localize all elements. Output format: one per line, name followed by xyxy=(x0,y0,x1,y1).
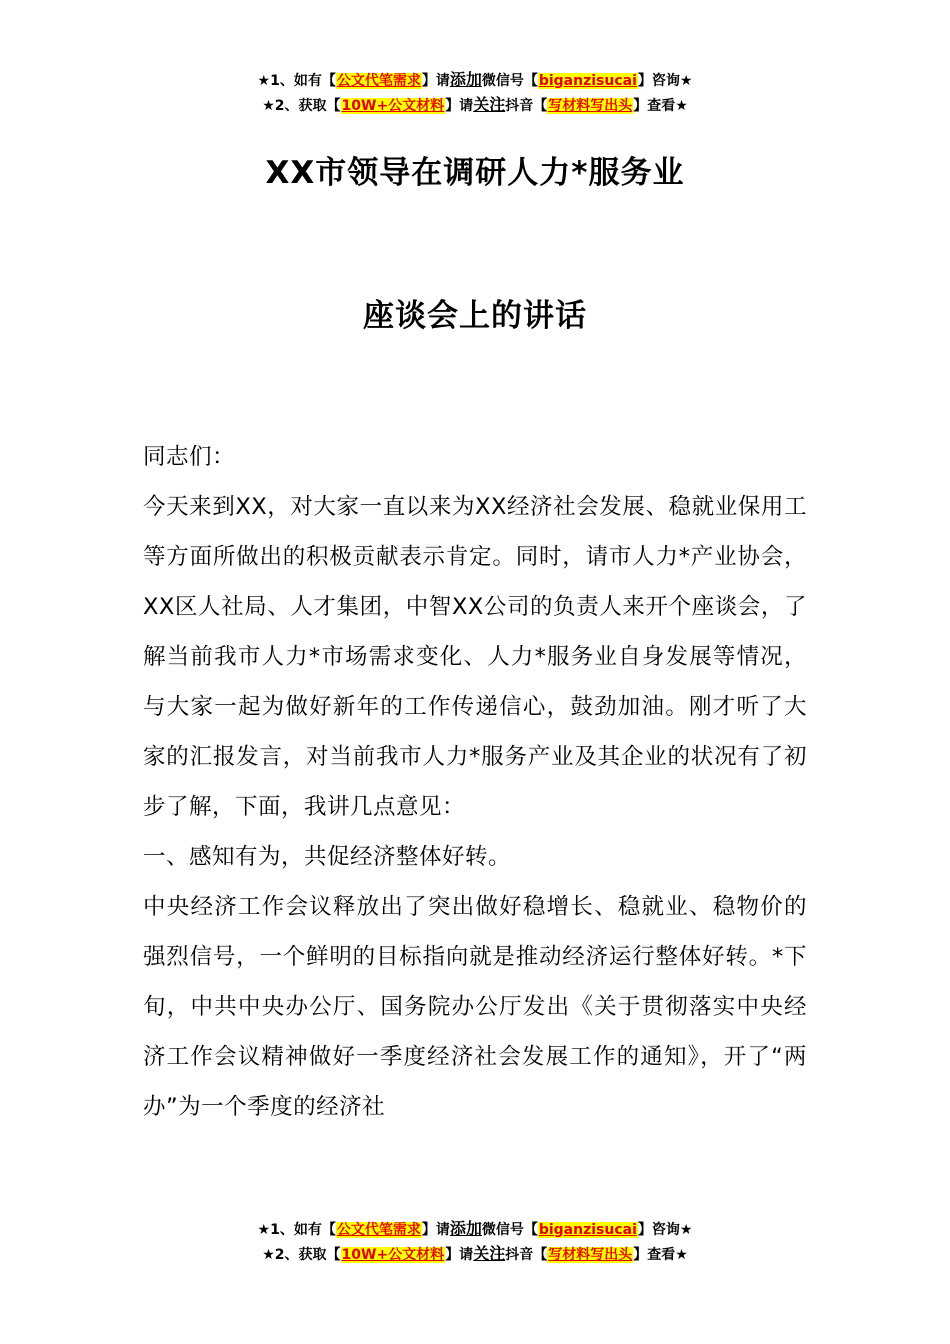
header-ad-line-1 xyxy=(0,68,950,93)
ad-text: ★1、如有【 xyxy=(257,73,336,89)
ad-text: 】请 xyxy=(421,73,450,89)
document-title-line-1: XX市领导在调研人力*服务业 xyxy=(265,155,685,191)
ad-text: 抖音【 xyxy=(505,98,548,114)
ad-highlight-douyin-account: 写材料写出头 xyxy=(548,98,633,114)
ad-text: ★1、如有【 xyxy=(257,1222,336,1238)
ad-text: 微信号【 xyxy=(481,73,538,89)
ad-text: 微信号【 xyxy=(481,1222,538,1238)
ad-emphasis-add: 添加 xyxy=(449,70,482,89)
ad-emphasis-add: 添加 xyxy=(449,1219,482,1238)
salutation: 同志们： xyxy=(143,444,236,470)
ad-highlight-wechat-id: biganzisucai xyxy=(538,73,637,89)
footer-ad-line-1 xyxy=(0,1217,950,1242)
ad-text: 】咨询★ xyxy=(637,1222,693,1238)
ad-emphasis-follow: 关注 xyxy=(473,95,506,114)
ad-text: 】请 xyxy=(445,98,474,114)
document-body xyxy=(143,432,807,1132)
body-paragraph: 中央经济工作会议释放出了突出做好稳增长、稳就业、稳物价的强烈信号，一个鲜明的目标指向就是推动经济运行整体好转。*下旬，中共中央办公厅、国务院办公厅发出《关于贯彻落实中央经济工作会议精神做好一季度经济社会发展工作的通知》，开了“两办”为一个季度的经济社 xyxy=(143,894,807,1120)
ad-text: ★2、获取【 xyxy=(262,1247,341,1263)
ad-text: 】查看★ xyxy=(633,1247,688,1263)
ad-text: 】请 xyxy=(445,1247,474,1263)
ad-text: 抖音【 xyxy=(505,1247,548,1263)
header-ad-banner xyxy=(0,68,950,118)
ad-highlight-douyin-account: 写材料写出头 xyxy=(548,1247,633,1263)
ad-text: 】查看★ xyxy=(633,98,688,114)
ad-text: 】咨询★ xyxy=(637,73,693,89)
document-title-line-2: 座谈会上的讲话 xyxy=(363,298,587,334)
ad-text: 】请 xyxy=(421,1222,450,1238)
ad-highlight-materials: 10W+公文材料 xyxy=(341,98,445,114)
body-paragraph: 今天来到XX，对大家一直以来为XX经济社会发展、稳就业保用工等方面所做出的积极贡献表示肯定。同时，请市人力*产业协会，XX区人社局、人才集团，中智XX公司的负责人来开个座谈会，了解当前我市人力*市场需求变化、人力*服务业自身发展等情况，与大家一起为做好新年的工作传递信心，鼓劲加油。刚才听了大家的汇报发言，对当前我市人力*服务产业及其企业的状况有了初步了解，下面，我讲几点意见： xyxy=(143,494,807,820)
section-heading: 一、感知有为，共促经济整体好转。 xyxy=(143,844,512,870)
footer-ad-banner xyxy=(0,1217,950,1267)
ad-highlight-materials: 10W+公文材料 xyxy=(341,1247,445,1263)
ad-highlight-wechat-id: biganzisucai xyxy=(538,1222,637,1238)
ad-highlight-service: 公文代笔需求 xyxy=(336,1222,421,1238)
footer-ad-line-2 xyxy=(0,1242,950,1267)
ad-text: ★2、获取【 xyxy=(262,98,341,114)
header-ad-line-2 xyxy=(0,93,950,118)
ad-highlight-service: 公文代笔需求 xyxy=(336,73,421,89)
ad-emphasis-follow: 关注 xyxy=(473,1244,506,1263)
